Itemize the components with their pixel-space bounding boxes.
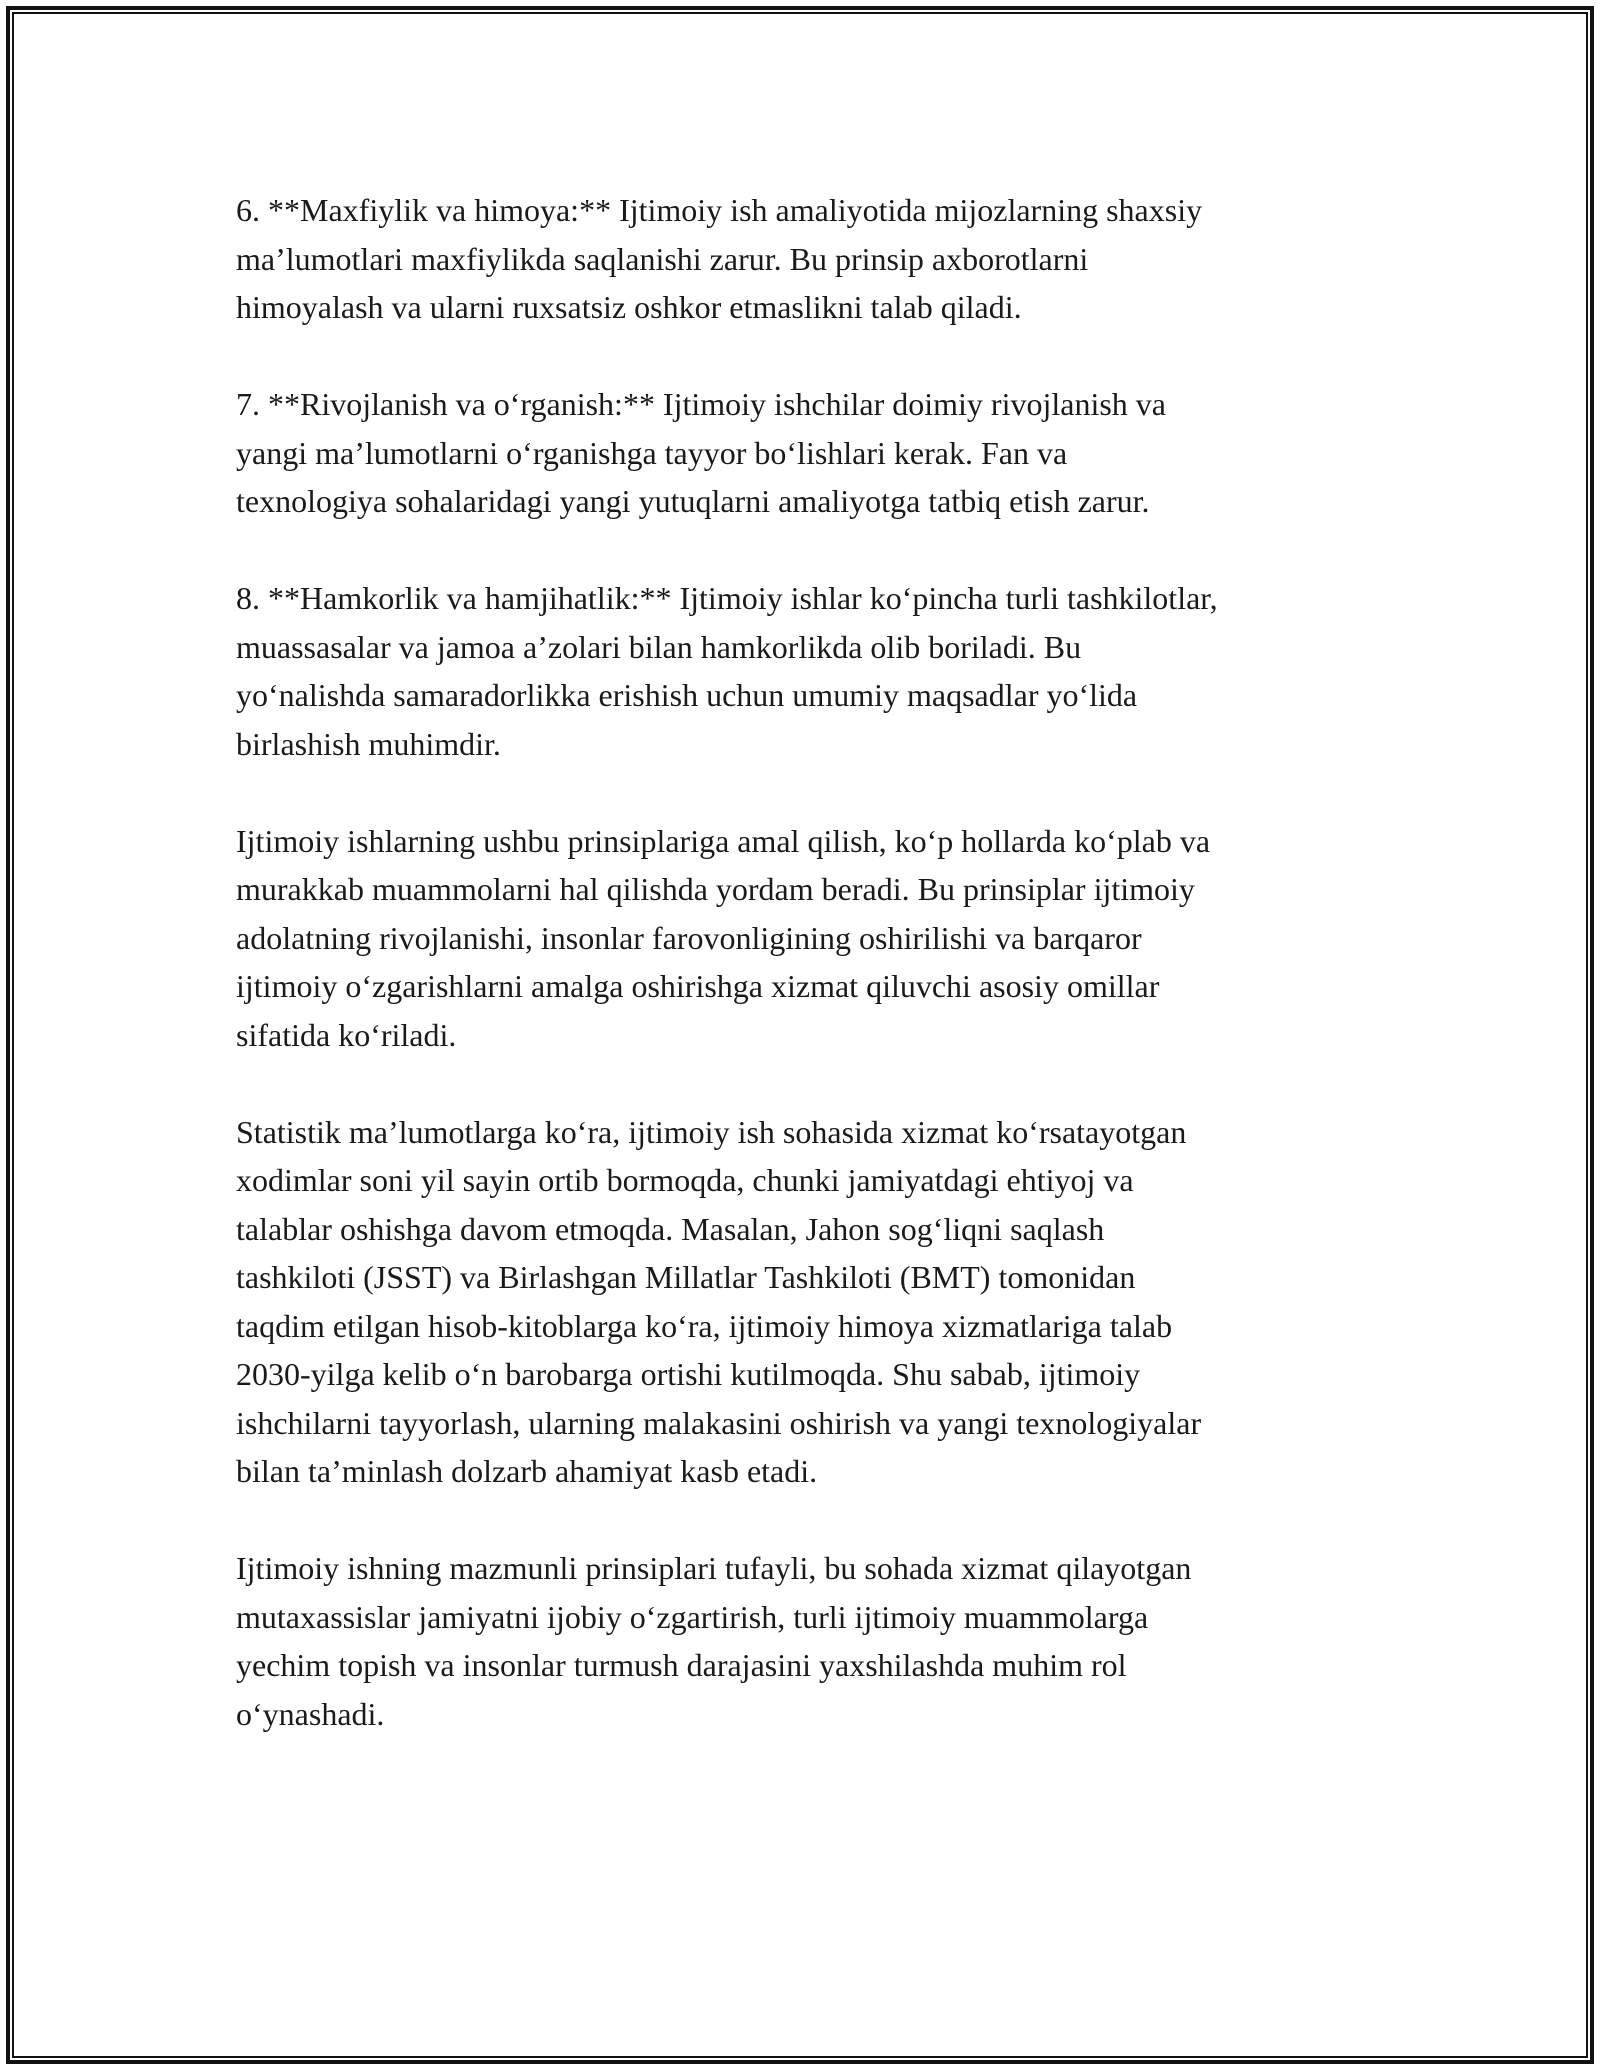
text-line: Ijtimoiy ishning mazmunli prinsiplari tufayli, bu sohada xizmat qilayotgan: [236, 1550, 1192, 1586]
text-line: taqdim etilgan hisob-kitoblarga ko‘ra, ijtimoiy himoya xizmatlariga talab: [236, 1307, 1173, 1344]
text-line: Statistik ma’lumotlarga ko‘ra, ijtimoiy ish sohasida xizmat ko‘rsatayotgan: [236, 1113, 1187, 1150]
text-line: tashkiloti (JSST) va Birlashgan Millatlar Tashkiloti (BMT) tomonidan: [236, 1259, 1136, 1295]
text-line: sifatida ko‘riladi.: [236, 1016, 457, 1053]
text-line: yechim topish va insonlar turmush darajasini yaxshilashda muhim rol: [236, 1647, 1127, 1683]
paragraph-prinsiplar-amal: [236, 817, 1396, 1060]
text-line: 2030-yilga kelib o‘n barobarga ortishi kutilmoqda. Shu sabab, ijtimoiy: [236, 1356, 1141, 1392]
text-line: ijtimoiy o‘zgarishlarni amalga oshirishga xizmat qiluvchi asosiy omillar: [236, 968, 1160, 1004]
text-line: ishchilarni tayyorlash, ularning malakasini oshirish va yangi texnologiyalar: [236, 1404, 1202, 1441]
text-line: 6. **Maxfiylik va himoya:** Ijtimoiy ish amaliyotida mijozlarning shaxsiy: [236, 192, 1203, 228]
text-line: birlashish muhimdir.: [236, 725, 501, 762]
text-line: texnologiya sohalaridagi yangi yutuqlarni amaliyotga tatbiq etish zarur.: [236, 483, 1150, 519]
text-line: 8. **Hamkorlik va hamjihatlik:** Ijtimoiy ishlar ko‘pincha turli tashkilotlar,: [236, 580, 1218, 616]
document-body: [236, 186, 1396, 1787]
text-line: yo‘nalishda samaradorlikka erishish uchun umumiy maqsadlar yo‘lida: [236, 677, 1138, 713]
text-line: himoyalash va ularni ruxsatsiz oshkor etmaslikni talab qiladi.: [236, 289, 1022, 325]
text-line: talablar oshishga davom etmoqda. Masalan, Jahon sog‘liqni saqlash: [236, 1210, 1105, 1247]
text-line: bilan ta’minlash dolzarb ahamiyat kasb etadi.: [236, 1453, 818, 1489]
text-line: o‘ynashadi.: [236, 1695, 385, 1732]
text-line: mutaxassislar jamiyatni ijobiy o‘zgartirish, turli ijtimoiy muammolarga: [236, 1598, 1149, 1635]
paragraph-statistika: [236, 1108, 1396, 1496]
text-line: yangi ma’lumotlarni o‘rganishga tayyor bo‘lishlari kerak. Fan va: [236, 434, 1068, 471]
text-line: adolatning rivojlanishi, insonlar farovonligining oshirilishi va barqaror: [236, 919, 1142, 956]
text-line: muassasalar va jamoa a’zolari bilan hamkorlikda olib boriladi. Bu: [236, 628, 1082, 665]
text-line: 7. **Rivojlanish va o‘rganish:** Ijtimoiy ishchilar doimiy rivojlanish va: [236, 386, 1166, 422]
paragraph-maxfiylik: [236, 186, 1396, 332]
text-line: murakkab muammolarni hal qilishda yordam beradi. Bu prinsiplar ijtimoiy: [236, 871, 1195, 907]
paragraph-xulosa: [236, 1544, 1396, 1738]
text-line: xodimlar soni yil sayin ortib bormoqda, chunki jamiyatdagi ehtiyoj va: [236, 1162, 1134, 1198]
paragraph-rivojlanish: [236, 380, 1396, 526]
paragraph-hamkorlik: [236, 574, 1396, 768]
text-line: Ijtimoiy ishlarning ushbu prinsiplariga amal qilish, ko‘p hollarda ko‘plab va: [236, 822, 1211, 859]
text-line: ma’lumotlari maxfiylikda saqlanishi zarur. Bu prinsip axborotlarni: [236, 240, 1089, 277]
